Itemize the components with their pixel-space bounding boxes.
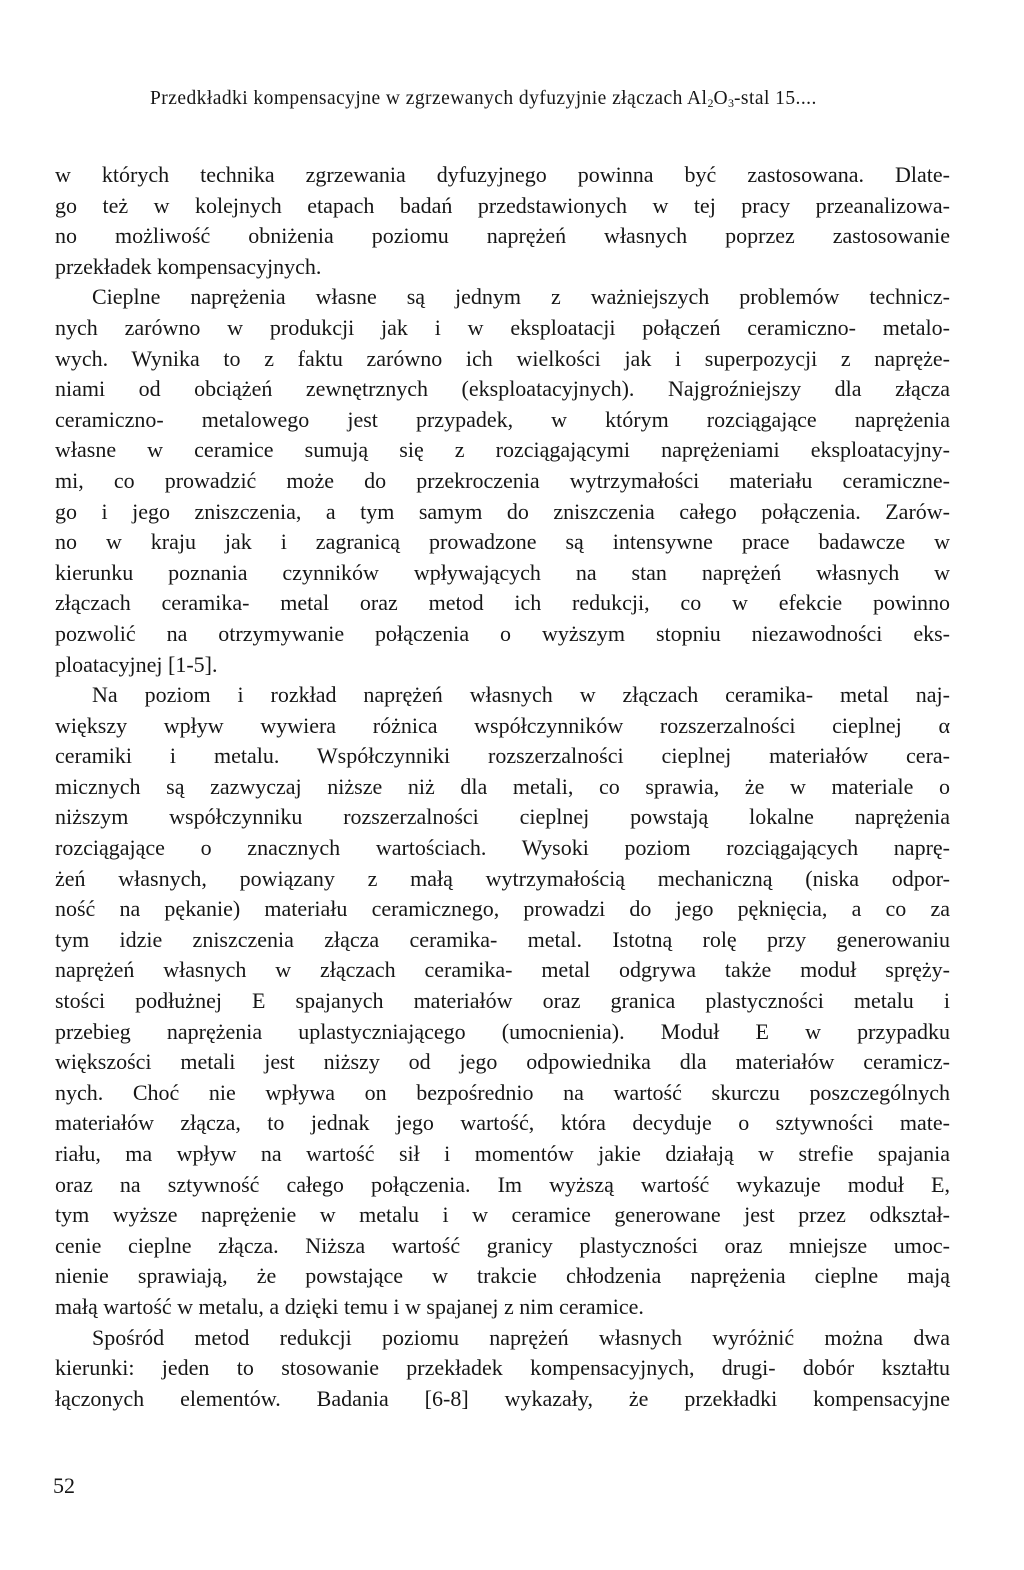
text-line: kierunku poznania czynników wpływających na stan naprężeń własnych w bbox=[55, 559, 950, 585]
text-line: no możliwość obniżenia poziomu naprężeń własnych poprzez zastosowanie bbox=[55, 223, 950, 249]
text-line: kierunki: jeden to stosowanie przekładek kompensacyjnych, drugi- dobór kształtu bbox=[55, 1355, 950, 1381]
text-line: stości podłużnej E spajanych materiałów oraz granica plastyczności metalu i bbox=[55, 988, 950, 1014]
running-header-text-o: O bbox=[713, 88, 728, 109]
text-line: złączach ceramika- metal oraz metod ich redukcji, co w efekcie powinno bbox=[55, 590, 950, 616]
text-line: ność na pękanie) materiału ceramicznego, prowadzi do jego pęknięcia, a co za bbox=[55, 896, 950, 922]
text-line: mi, co prowadzić może do przekroczenia wytrzymałości materiału ceramiczne- bbox=[55, 467, 950, 493]
subscript-3: 3 bbox=[727, 96, 734, 110]
text-line: ceramiki i metalu. Współczynniki rozszerzalności cieplnej materiałów cera- bbox=[55, 743, 950, 769]
text-line: małą wartość w metalu, a dzięki temu i w spajanej z nim ceramice. bbox=[55, 1293, 644, 1319]
page-number: 52 bbox=[53, 1473, 75, 1498]
text-line: w których technika zgrzewania dyfuzyjnego powinna być zastosowana. Dlate- bbox=[55, 162, 950, 187]
text-line: Spośród metod redukcji poziomu naprężeń własnych wyróżnić można dwa bbox=[92, 1324, 950, 1350]
text-line: rozciągające o znacznych wartościach. Wysoki poziom rozciągających naprę- bbox=[55, 835, 950, 861]
text-line: Cieplne naprężenia własne są jednym z ważniejszych problemów technicz- bbox=[92, 284, 950, 310]
text-line: oraz na sztywność całego połączenia. Im wyższą wartość wykazuje moduł E, bbox=[55, 1171, 950, 1197]
text-line: cenie cieplne złącza. Niższa wartość granicy plastyczności oraz mniejsze umoc- bbox=[55, 1232, 950, 1258]
text-line: własne w ceramice sumują się z rozciągającymi naprężeniami eksploatacyjny- bbox=[55, 437, 950, 463]
text-line: go i jego zniszczenia, a tym samym do zniszczenia całego połączenia. Zarów- bbox=[55, 498, 950, 524]
text-line: nych zarówno w produkcji jak i w eksploatacji połączeń ceramiczno- metalo- bbox=[55, 314, 950, 340]
text-line: naprężeń własnych w złączach ceramika- metal odgrywa także moduł spręży- bbox=[55, 957, 950, 983]
text-line: niższym współczynniku rozszerzalności cieplnej powstają lokalne naprężenia bbox=[55, 804, 950, 830]
text-line: nych. Choć nie wpływa on bezpośrednio na wartość skurczu poszczególnych bbox=[55, 1079, 950, 1105]
text-line: materiałów złącza, to jednak jego wartość, która decyduje o sztywności mate- bbox=[55, 1110, 950, 1136]
running-header-text-end: -stal 15.... bbox=[733, 88, 817, 109]
running-header-text: Przedkładki kompensacyjne w zgrzewanych dyfuzyjnie złączach Al bbox=[150, 88, 708, 109]
text-line: riału, ma wpływ na wartość sił i momentów jakie działają w strefie spajania bbox=[55, 1141, 950, 1166]
text-line: pozwolić na otrzymywanie połączenia o wyższym stopniu niezawodności eks- bbox=[55, 620, 950, 646]
text-line: no w kraju jak i zagranicą prowadzone są intensywne prace badawcze w bbox=[55, 529, 950, 555]
running-header bbox=[150, 88, 950, 111]
text-line: micznych są zazwyczaj niższe niż dla metali, co sprawia, że w materiale o bbox=[55, 773, 950, 799]
text-line: nienie sprawiają, że powstające w trakcie chłodzenia naprężenia cieplne mają bbox=[55, 1263, 950, 1289]
text-line: przekładek kompensacyjnych. bbox=[55, 253, 322, 279]
text-line: łączonych elementów. Badania [6-8] wykazały, że przekładki kompensacyjne bbox=[55, 1385, 950, 1411]
subscript-2: 2 bbox=[707, 96, 714, 110]
text-line: tym wyższe naprężenie w metalu i w ceramice generowane jest przez odkształ- bbox=[55, 1202, 950, 1228]
text-line: ceramiczno- metalowego jest przypadek, w którym rozciągające naprężenia bbox=[55, 406, 950, 432]
text-line: żeń własnych, powiązany z małą wytrzymałością mechaniczną (niska odpor- bbox=[55, 865, 950, 891]
text-line: większy wpływ wywiera różnica współczynników rozszerzalności cieplnej α bbox=[55, 712, 950, 738]
text-line: wych. Wynika to z faktu zarówno ich wielkości jak i superpozycji z napręże- bbox=[55, 345, 950, 371]
body-text bbox=[55, 160, 950, 1414]
text-line: Na poziom i rozkład naprężeń własnych w złączach ceramika- metal naj- bbox=[92, 682, 950, 708]
text-line: niami od obciążeń zewnętrznych (eksploatacyjnych). Najgroźniejszy dla złącza bbox=[55, 376, 950, 402]
text-line: ploatacyjnej [1-5]. bbox=[55, 651, 218, 677]
text-line: go też w kolejnych etapach badań przedstawionych w tej pracy przeanalizowa- bbox=[55, 192, 950, 218]
text-line: większości metali jest niższy od jego odpowiednika dla materiałów ceramicz- bbox=[55, 1049, 950, 1075]
text-line: tym idzie zniszczenia złącza ceramika- metal. Istotną rolę przy generowaniu bbox=[55, 926, 950, 952]
text-line: przebieg naprężenia uplastyczniającego (umocnienia). Moduł E w przypadku bbox=[55, 1018, 950, 1044]
